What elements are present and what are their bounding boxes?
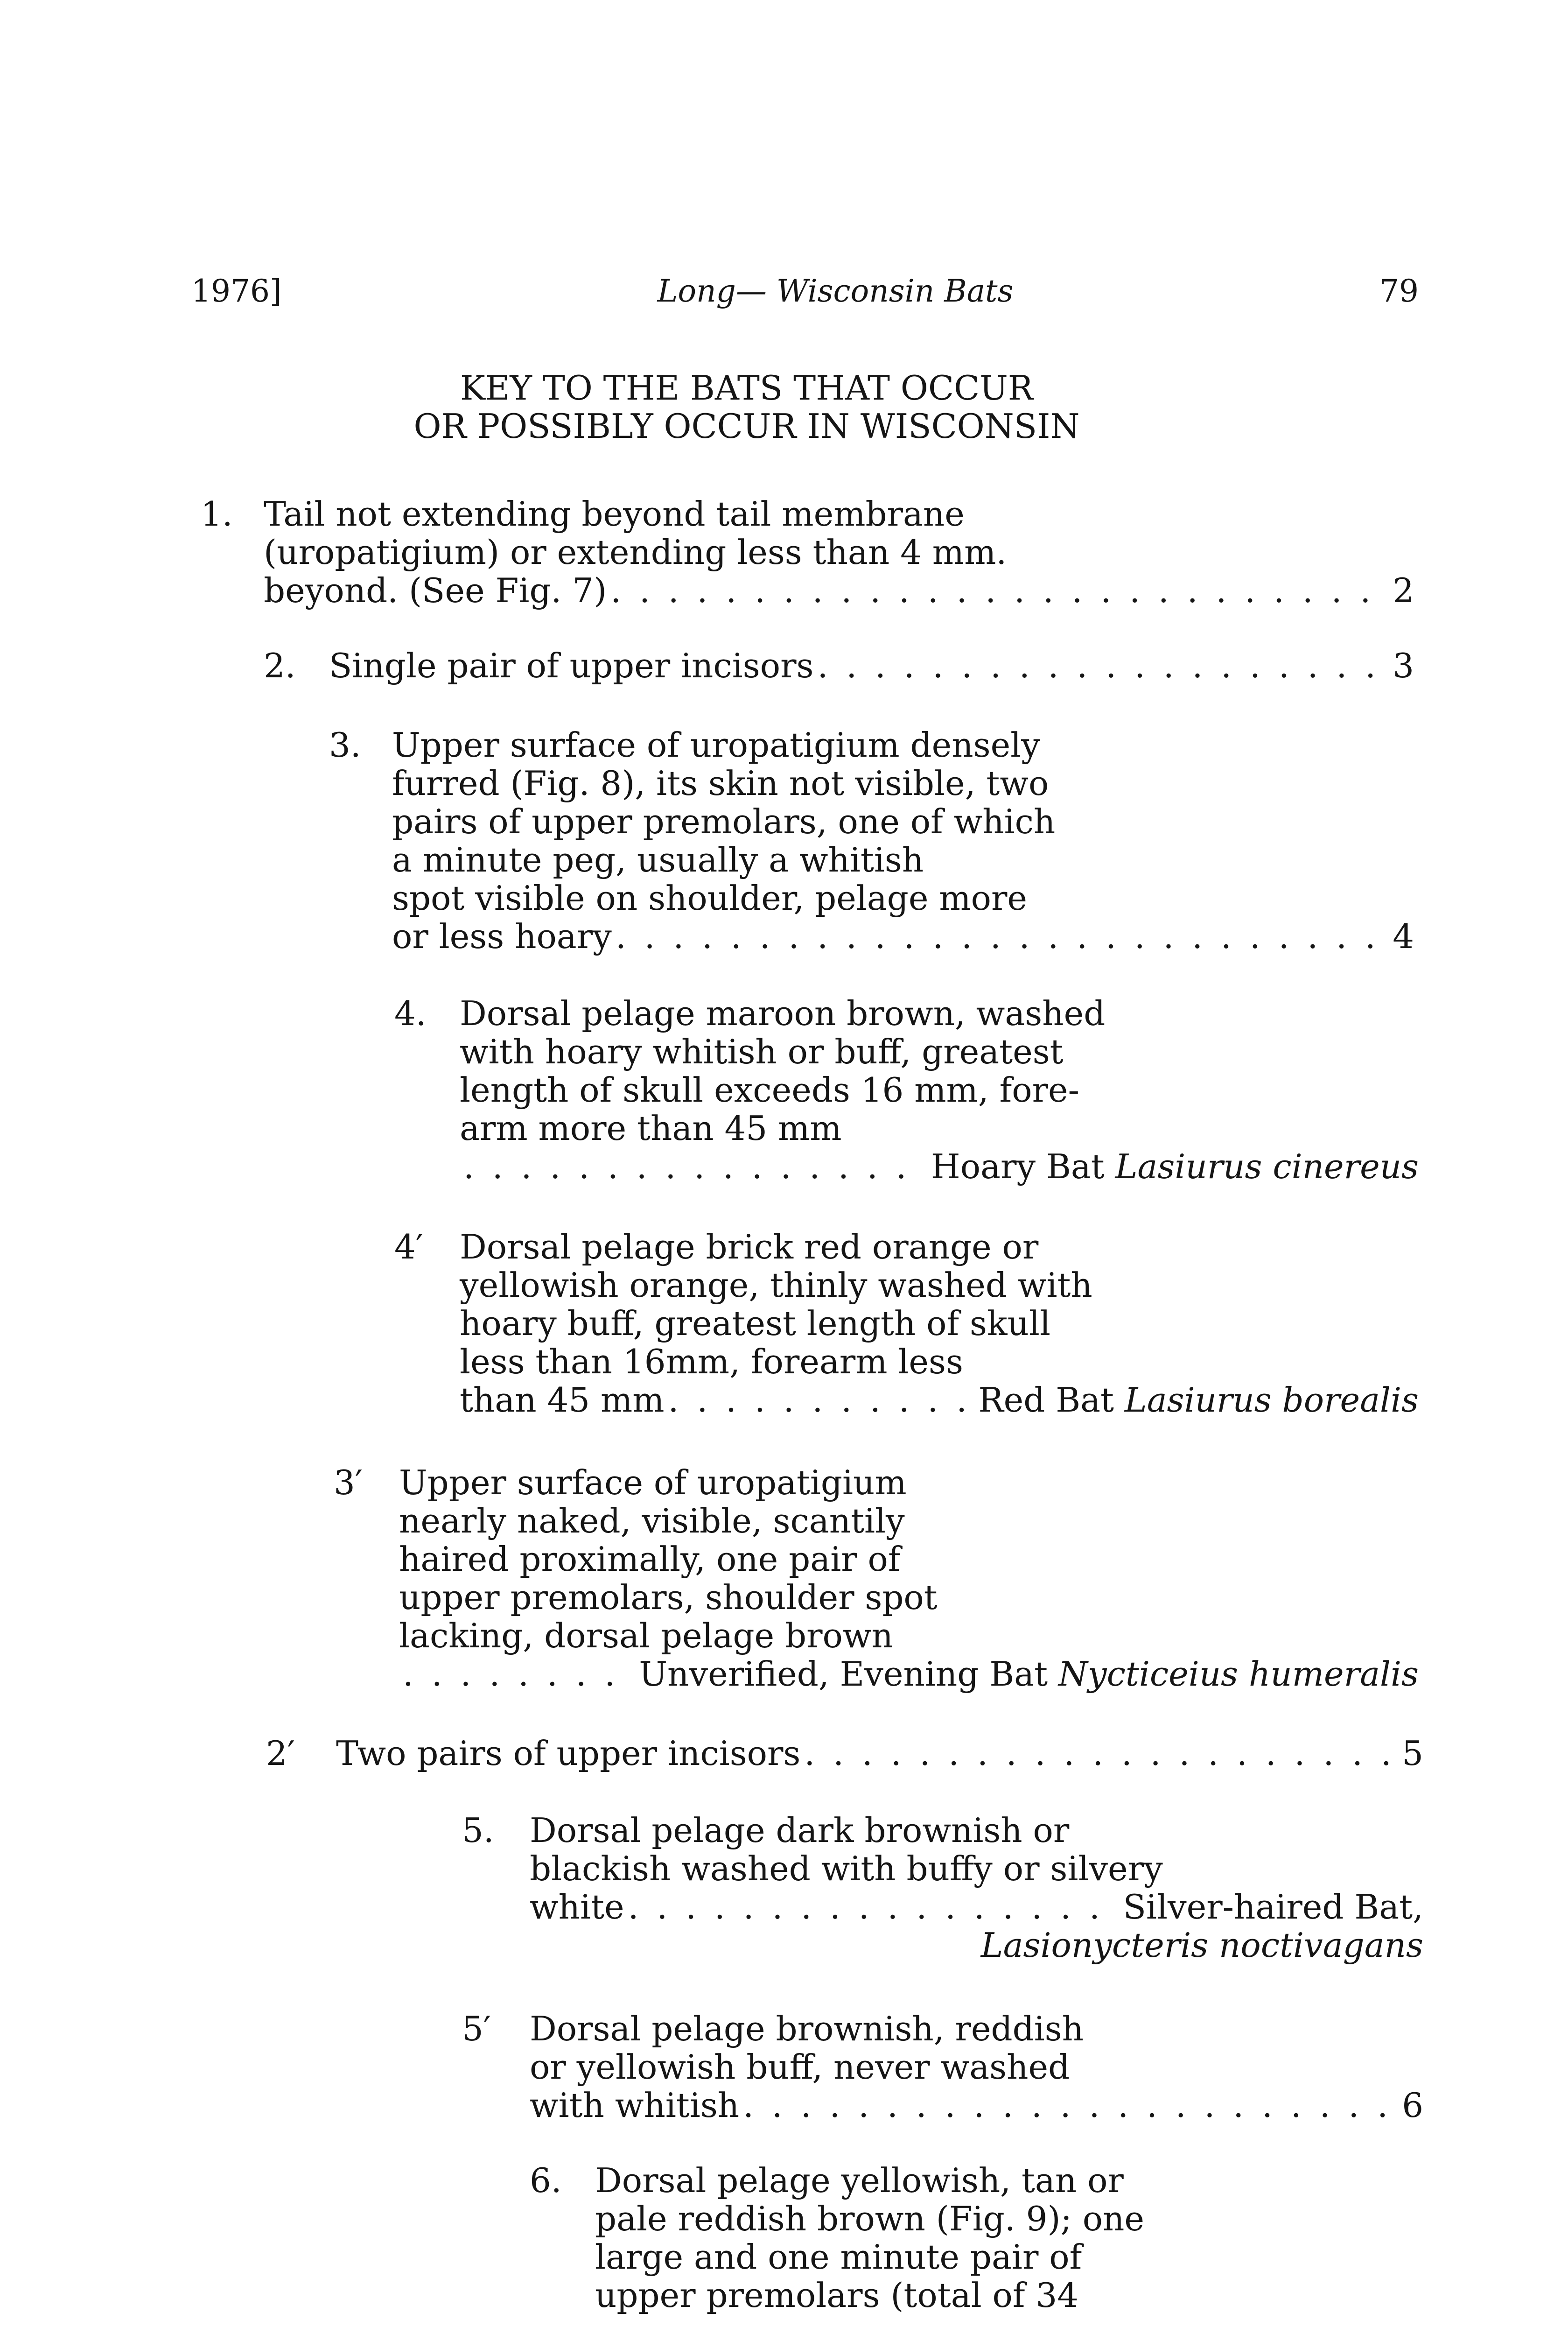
entry-target-couplet: 4: [1393, 917, 1414, 956]
entry-text-line: spot visible on shoulder, pelage more: [392, 879, 1028, 918]
dot-leader: [743, 2086, 1398, 2124]
entry-lead-line: [530, 1888, 1423, 1926]
entry-text-line: Dorsal pelage dark brownish or: [530, 1811, 1070, 1850]
entry-lead-line: [264, 571, 1414, 610]
entry-text-line: Dorsal pelage maroon brown, washed: [460, 994, 1106, 1033]
entry-number: 4′: [394, 1227, 424, 1266]
entry-text-line: less than 16mm, forearm less: [460, 1342, 963, 1381]
entry-text-line: haired proximally, one pair of: [399, 1540, 901, 1579]
entry-text-line: Dorsal pelage yellowish, tan or: [595, 2161, 1124, 2200]
species-result: [978, 1381, 1419, 1419]
entry-text-line: with hoary whitish or buff, greatest: [460, 1032, 1064, 1071]
entry-text-line: length of skull exceeds 16 mm, fore-: [460, 1070, 1079, 1110]
entry-number: 3.: [329, 725, 361, 765]
entry-lead-line: [336, 1734, 1423, 1772]
species-scientific-name: Lasionycteris noctivagans: [980, 1926, 1423, 1965]
entry-number: 2.: [264, 646, 296, 685]
dot-leader: [616, 917, 1389, 956]
species-result: [931, 1147, 1419, 1186]
entry-text-line: Single pair of upper incisors: [329, 646, 814, 685]
page-number: 79: [1379, 273, 1419, 309]
key-title-line-1: KEY TO THE BATS THAT OCCUR: [460, 368, 1034, 408]
entry-text-line: beyond. (See Fig. 7): [264, 571, 607, 610]
entry-number: 1.: [201, 494, 233, 534]
entry-target-couplet: 5: [1402, 1734, 1423, 1773]
running-header-title: Long— Wisconsin Bats: [657, 273, 1014, 309]
entry-lead-line: [399, 1655, 1419, 1693]
entry-text-line: white: [530, 1887, 624, 1926]
species-scientific-name: Lasiurus borealis: [1124, 1380, 1419, 1420]
entry-text-line: Tail not extending beyond tail membrane: [264, 494, 965, 534]
species-common-name: Silver-haired Bat,: [1123, 1887, 1423, 1926]
entry-target-couplet: 3: [1393, 646, 1414, 685]
entry-text-line: Dorsal pelage brownish, reddish: [530, 2009, 1084, 2048]
dot-leader: [610, 571, 1389, 610]
entry-text-line: upper premolars, shoulder spot: [399, 1578, 938, 1617]
entry-lead-line: [460, 1381, 1419, 1419]
entry-lead-line: [460, 1147, 1419, 1186]
entry-text-line: Upper surface of uropatigium: [399, 1463, 907, 1502]
entry-text-line: with whitish: [530, 2086, 740, 2125]
dot-leader: [817, 647, 1389, 685]
entry-text-line: hoary buff, greatest length of skull: [460, 1304, 1050, 1343]
entry-text-line: large and one minute pair of: [595, 2237, 1082, 2277]
entry-target-couplet: 2: [1393, 571, 1414, 610]
entry-lead-line: [329, 647, 1414, 685]
species-common-name: Unverified, Evening Bat: [639, 1654, 1048, 1694]
entry-text-line: arm more than 45 mm: [460, 1109, 842, 1148]
key-title-line-2: OR POSSIBLY OCCUR IN WISCONSIN: [413, 407, 1080, 446]
entry-text-line: than 45 mm: [460, 1380, 665, 1420]
entry-text-line: or less hoary: [392, 917, 612, 956]
entry-text-line: pale reddish brown (Fig. 9); one: [595, 2199, 1145, 2238]
dot-leader: [804, 1734, 1398, 1772]
entry-text-line: lacking, dorsal pelage brown: [399, 1616, 893, 1655]
dot-leader: [668, 1381, 975, 1419]
entry-number: 2′: [266, 1734, 295, 1773]
entry-number: 6.: [530, 2161, 562, 2200]
entry-number: 5′: [462, 2009, 491, 2048]
entry-text-line: a minute peg, usually a whitish: [392, 840, 924, 879]
entry-text-line: Upper surface of uropatigium densely: [392, 725, 1040, 765]
entry-text-line: pairs of upper premolars, one of which: [392, 802, 1056, 841]
entry-text-line: nearly naked, visible, scantily: [399, 1501, 905, 1540]
species-scientific-name: Lasiurus cinereus: [1115, 1147, 1419, 1186]
entry-lead-line: [392, 917, 1414, 956]
running-header-year: 1976]: [191, 273, 282, 309]
dot-leader: [628, 1888, 1120, 1926]
species-result: [639, 1655, 1419, 1693]
entry-number: 4.: [394, 994, 427, 1033]
entry-text-line: or yellowish buff, never washed: [530, 2047, 1070, 2087]
species-common-name: Red Bat: [978, 1380, 1114, 1420]
entry-target-couplet: 6: [1402, 2086, 1423, 2125]
entry-text-line: furred (Fig. 8), its skin not visible, two: [392, 764, 1049, 803]
entry-text-line: blackish washed with buffy or silvery: [530, 1849, 1163, 1888]
entry-text-line: upper premolars (total of 34: [595, 2276, 1079, 2315]
species-scientific-name: Nycticeius humeralis: [1058, 1654, 1419, 1694]
entry-number: 5.: [462, 1811, 494, 1850]
entry-text-line: yellowish orange, thinly washed with: [460, 1265, 1092, 1305]
species-common-name: Hoary Bat: [931, 1147, 1105, 1186]
dot-leader: [403, 1655, 635, 1693]
entry-text-line: Two pairs of upper incisors: [336, 1734, 801, 1773]
entry-text-line: (uropatigium) or extending less than 4 mm.: [264, 533, 1007, 572]
dot-leader: [463, 1147, 927, 1186]
entry-text-line: Dorsal pelage brick red orange or: [460, 1227, 1039, 1266]
entry-lead-line: [530, 2086, 1423, 2124]
entry-number: 3′: [334, 1463, 363, 1502]
